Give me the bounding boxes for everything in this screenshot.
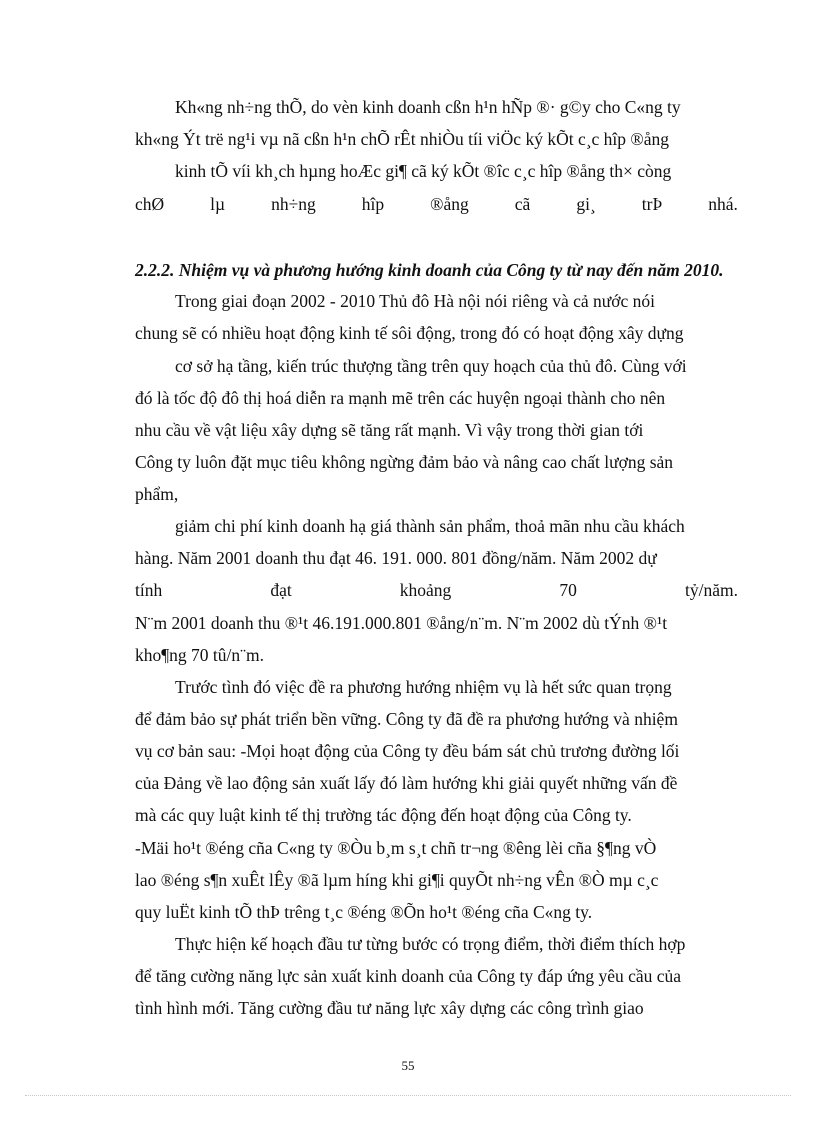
text-line: giảm chi phí kinh doanh hạ giá thành sản phẩm, thoả mãn nhu cầu khách [175, 516, 685, 536]
word: 70 [559, 580, 577, 600]
footer-divider [25, 1095, 791, 1096]
text-line: quy luËt kinh tÕ thÞ trêng t¸c ®éng ®Õn ho¹t ®éng cña C«ng ty. [135, 902, 593, 922]
text-line: của Đảng về lao động sản xuất lấy đó làm hướng khi giải quyết những vấn đề [135, 773, 678, 793]
text-line: kinh tÕ víi kh¸ch hµng hoÆc gi¶ cã ký kÕt ®îc c¸c hîp ®ång th× còng [175, 161, 672, 181]
word: tính [135, 580, 163, 600]
word: tỷ/năm. [684, 580, 738, 600]
text-line: mà các quy luật kinh tế thị trường tác động đến hoạt động của Công ty. [135, 805, 632, 825]
word: trÞ [641, 194, 663, 214]
text-line: -Mäi ho¹t ®éng cña C«ng ty ®Òu b¸m s¸t chñ tr¬ng ®êng lèi cña §¶ng vÒ [135, 838, 657, 858]
text-line: kh«ng Ýt trë ng¹i vµ nã cßn h¹n chÕ rÊt nhiÒu tíi viÖc ký kÕt c¸c hîp ®ång [135, 129, 669, 149]
word: nh÷ng [271, 194, 316, 214]
text-line: đó là tốc độ đô thị hoá diễn ra mạnh mẽ trên các huyện ngoại thành cho nên [135, 388, 666, 408]
justified-text-line [135, 579, 738, 601]
text-line: Trong giai đoạn 2002 - 2010 Thủ đô Hà nội nói riêng và cả nước nói [175, 291, 655, 311]
text-line: Công ty luôn đặt mục tiêu không ngừng đảm bảo và nâng cao chất lượng sản [135, 452, 674, 472]
text-line: Trước tình đó việc đề ra phương hướng nhiệm vụ là hết sức quan trọng [175, 677, 672, 697]
text-line: lao ®éng s¶n xuÊt lÊy ®ã lµm híng khi gi¶i quyÕt nh÷ng vÊn ®Ò mµ c¸c [135, 870, 659, 890]
word: đạt [270, 580, 292, 600]
text-line: cơ sở hạ tầng, kiến trúc thượng tầng trên quy hoạch của thủ đô. Cùng với [175, 356, 687, 376]
text-line: phẩm, [135, 484, 179, 504]
section-heading: 2.2.2. Nhiệm vụ và phương hướng kinh doanh của Công ty từ nay đến năm 2010. [135, 260, 724, 280]
word: chØ [135, 194, 165, 214]
text-line: tình hình mới. Tăng cường đầu tư năng lực xây dựng các công trình giao [135, 998, 644, 1018]
page-number: 55 [401, 1058, 415, 1073]
text-line: hàng. Năm 2001 doanh thu đạt 46. 191. 000. 801 đồng/năm. Năm 2002 dự [135, 548, 657, 568]
word: ®ång [430, 194, 469, 214]
word: lµ [210, 194, 226, 214]
text-line: để đảm bảo sự phát triển bền vững. Công ty đã đề ra phương hướng và nhiệm [135, 709, 678, 729]
text-line: nhu cầu về vật liệu xây dựng sẽ tăng rất mạnh. Vì vậy trong thời gian tới [135, 420, 644, 440]
word: gi¸ [576, 194, 596, 214]
text-line: Thực hiện kế hoạch đầu tư từng bước có trọng điểm, thời điểm thích hợp [175, 934, 686, 954]
text-line: chung sẽ có nhiều hoạt động kinh tế sôi động, trong đó có hoạt động xây dựng [135, 323, 684, 343]
word: khoảng [399, 580, 452, 600]
word: hîp [361, 194, 385, 214]
word: nhá. [708, 194, 738, 214]
justified-text-line [135, 193, 738, 215]
word: cã [514, 194, 531, 214]
text-line: Kh«ng nh÷ng thÕ, do vèn kinh doanh cßn h¹n hÑp ®· g©y cho C«ng ty [175, 97, 681, 117]
text-line: N¨m 2001 doanh thu ®¹t 46.191.000.801 ®ång/n¨m. N¨m 2002 dù tÝnh ®¹t [135, 613, 668, 633]
text-line: để tăng cường năng lực sản xuất kinh doanh của Công ty đáp ứng yêu cầu của [135, 966, 682, 986]
text-line: vụ cơ bản sau: -Mọi hoạt động của Công ty đều bám sát chủ trương đường lối [135, 741, 680, 761]
text-line: kho¶ng 70 tû/n¨m. [135, 645, 264, 665]
